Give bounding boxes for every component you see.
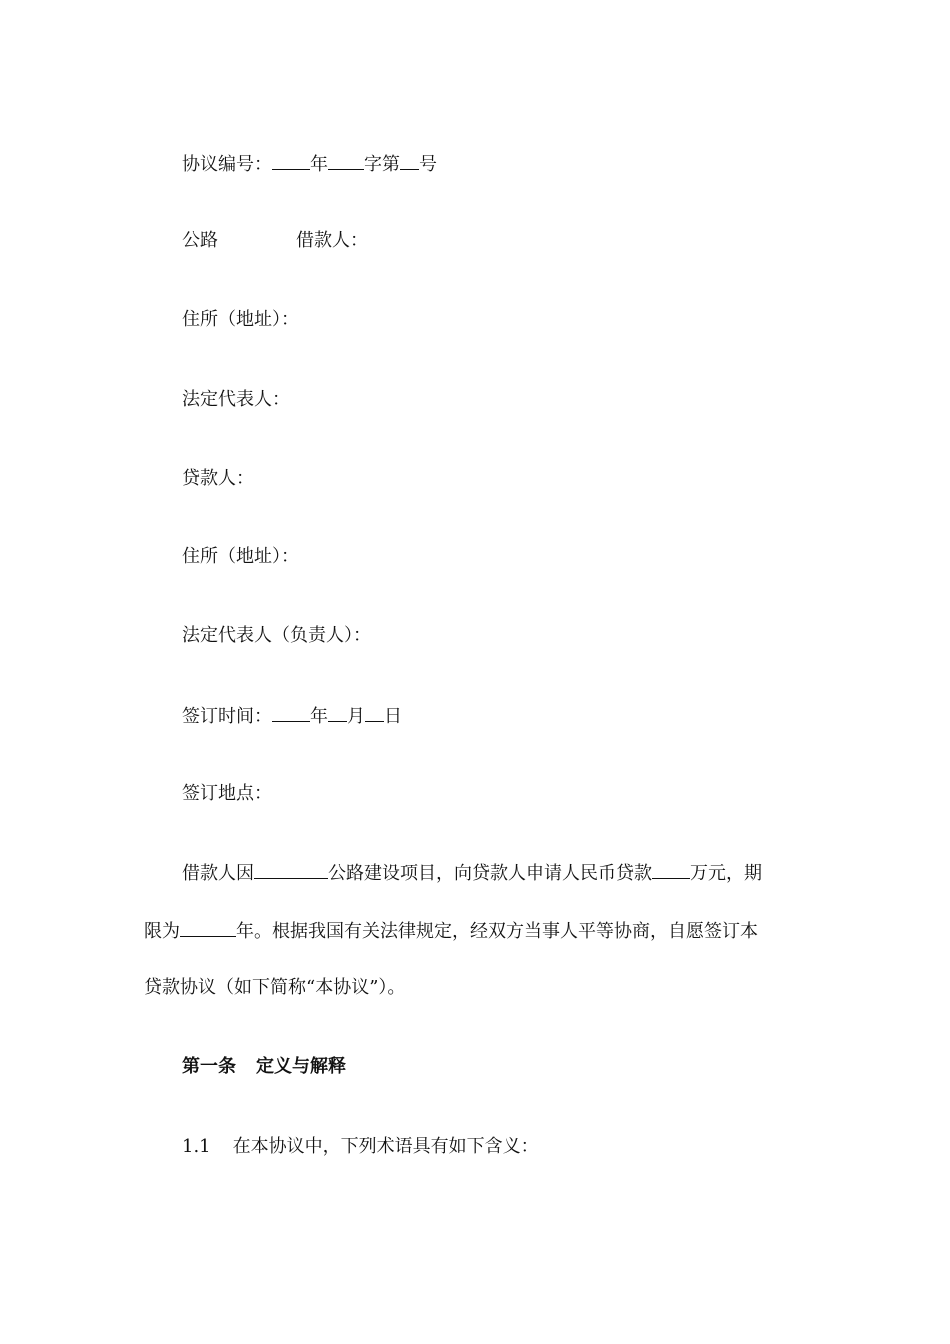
sign-place-line: 签订地点： (182, 783, 272, 804)
borrower-representative-line: 法定代表人： (182, 389, 290, 410)
agreement-number-label: 协议编号： (182, 154, 272, 175)
number-blank (400, 151, 419, 170)
sign-year-text: 年 (310, 706, 328, 727)
lender-address-line: 住所（地址）： (182, 546, 299, 567)
article-number: 第一条 (182, 1056, 236, 1077)
sign-year-blank (272, 703, 310, 722)
article-1-heading (182, 1055, 346, 1079)
intro-line-1 (182, 860, 762, 886)
sign-date-label: 签订时间： (182, 706, 272, 727)
sign-month-blank (328, 703, 347, 722)
intro-text-c: 万元，期 (690, 863, 762, 884)
borrower-prefix: 公路 (182, 230, 218, 251)
intro-line-3: 贷款协议（如下简称“本协议”）。 (144, 977, 406, 998)
borrower-label: 借款人： (296, 230, 368, 251)
char-blank (328, 151, 364, 170)
lender-representative-line: 法定代表人（负责人）： (182, 625, 371, 646)
year-text: 年 (310, 154, 328, 175)
year-blank (272, 151, 310, 170)
article-title: 定义与解释 (256, 1056, 346, 1077)
intro-text-a: 借款人因 (182, 863, 254, 884)
number-text: 号 (419, 154, 437, 175)
clause-text: 在本协议中，下列术语具有如下含义： (232, 1136, 539, 1157)
clause-1-1 (182, 1135, 539, 1159)
sign-day-blank (365, 703, 384, 722)
sign-month-text: 月 (347, 706, 365, 727)
intro-text-e: 年。根据我国有关法律规定，经双方当事人平等协商，自愿签订本 (236, 921, 758, 942)
sign-date-line (182, 703, 402, 729)
intro-text-d: 限为 (144, 921, 180, 942)
sign-day-text: 日 (384, 706, 402, 727)
agreement-number-line (182, 151, 437, 177)
intro-text-b: 公路建设项目，向贷款人申请人民币贷款 (328, 863, 652, 884)
borrower-line (182, 229, 368, 253)
char-text: 字第 (364, 154, 400, 175)
borrower-address-line: 住所（地址）： (182, 309, 299, 330)
lender-line: 贷款人： (182, 468, 254, 489)
project-blank (254, 860, 328, 879)
term-blank (180, 918, 236, 937)
clause-number: 1.1 (182, 1136, 211, 1157)
intro-line-2 (144, 918, 758, 944)
amount-blank (652, 860, 690, 879)
